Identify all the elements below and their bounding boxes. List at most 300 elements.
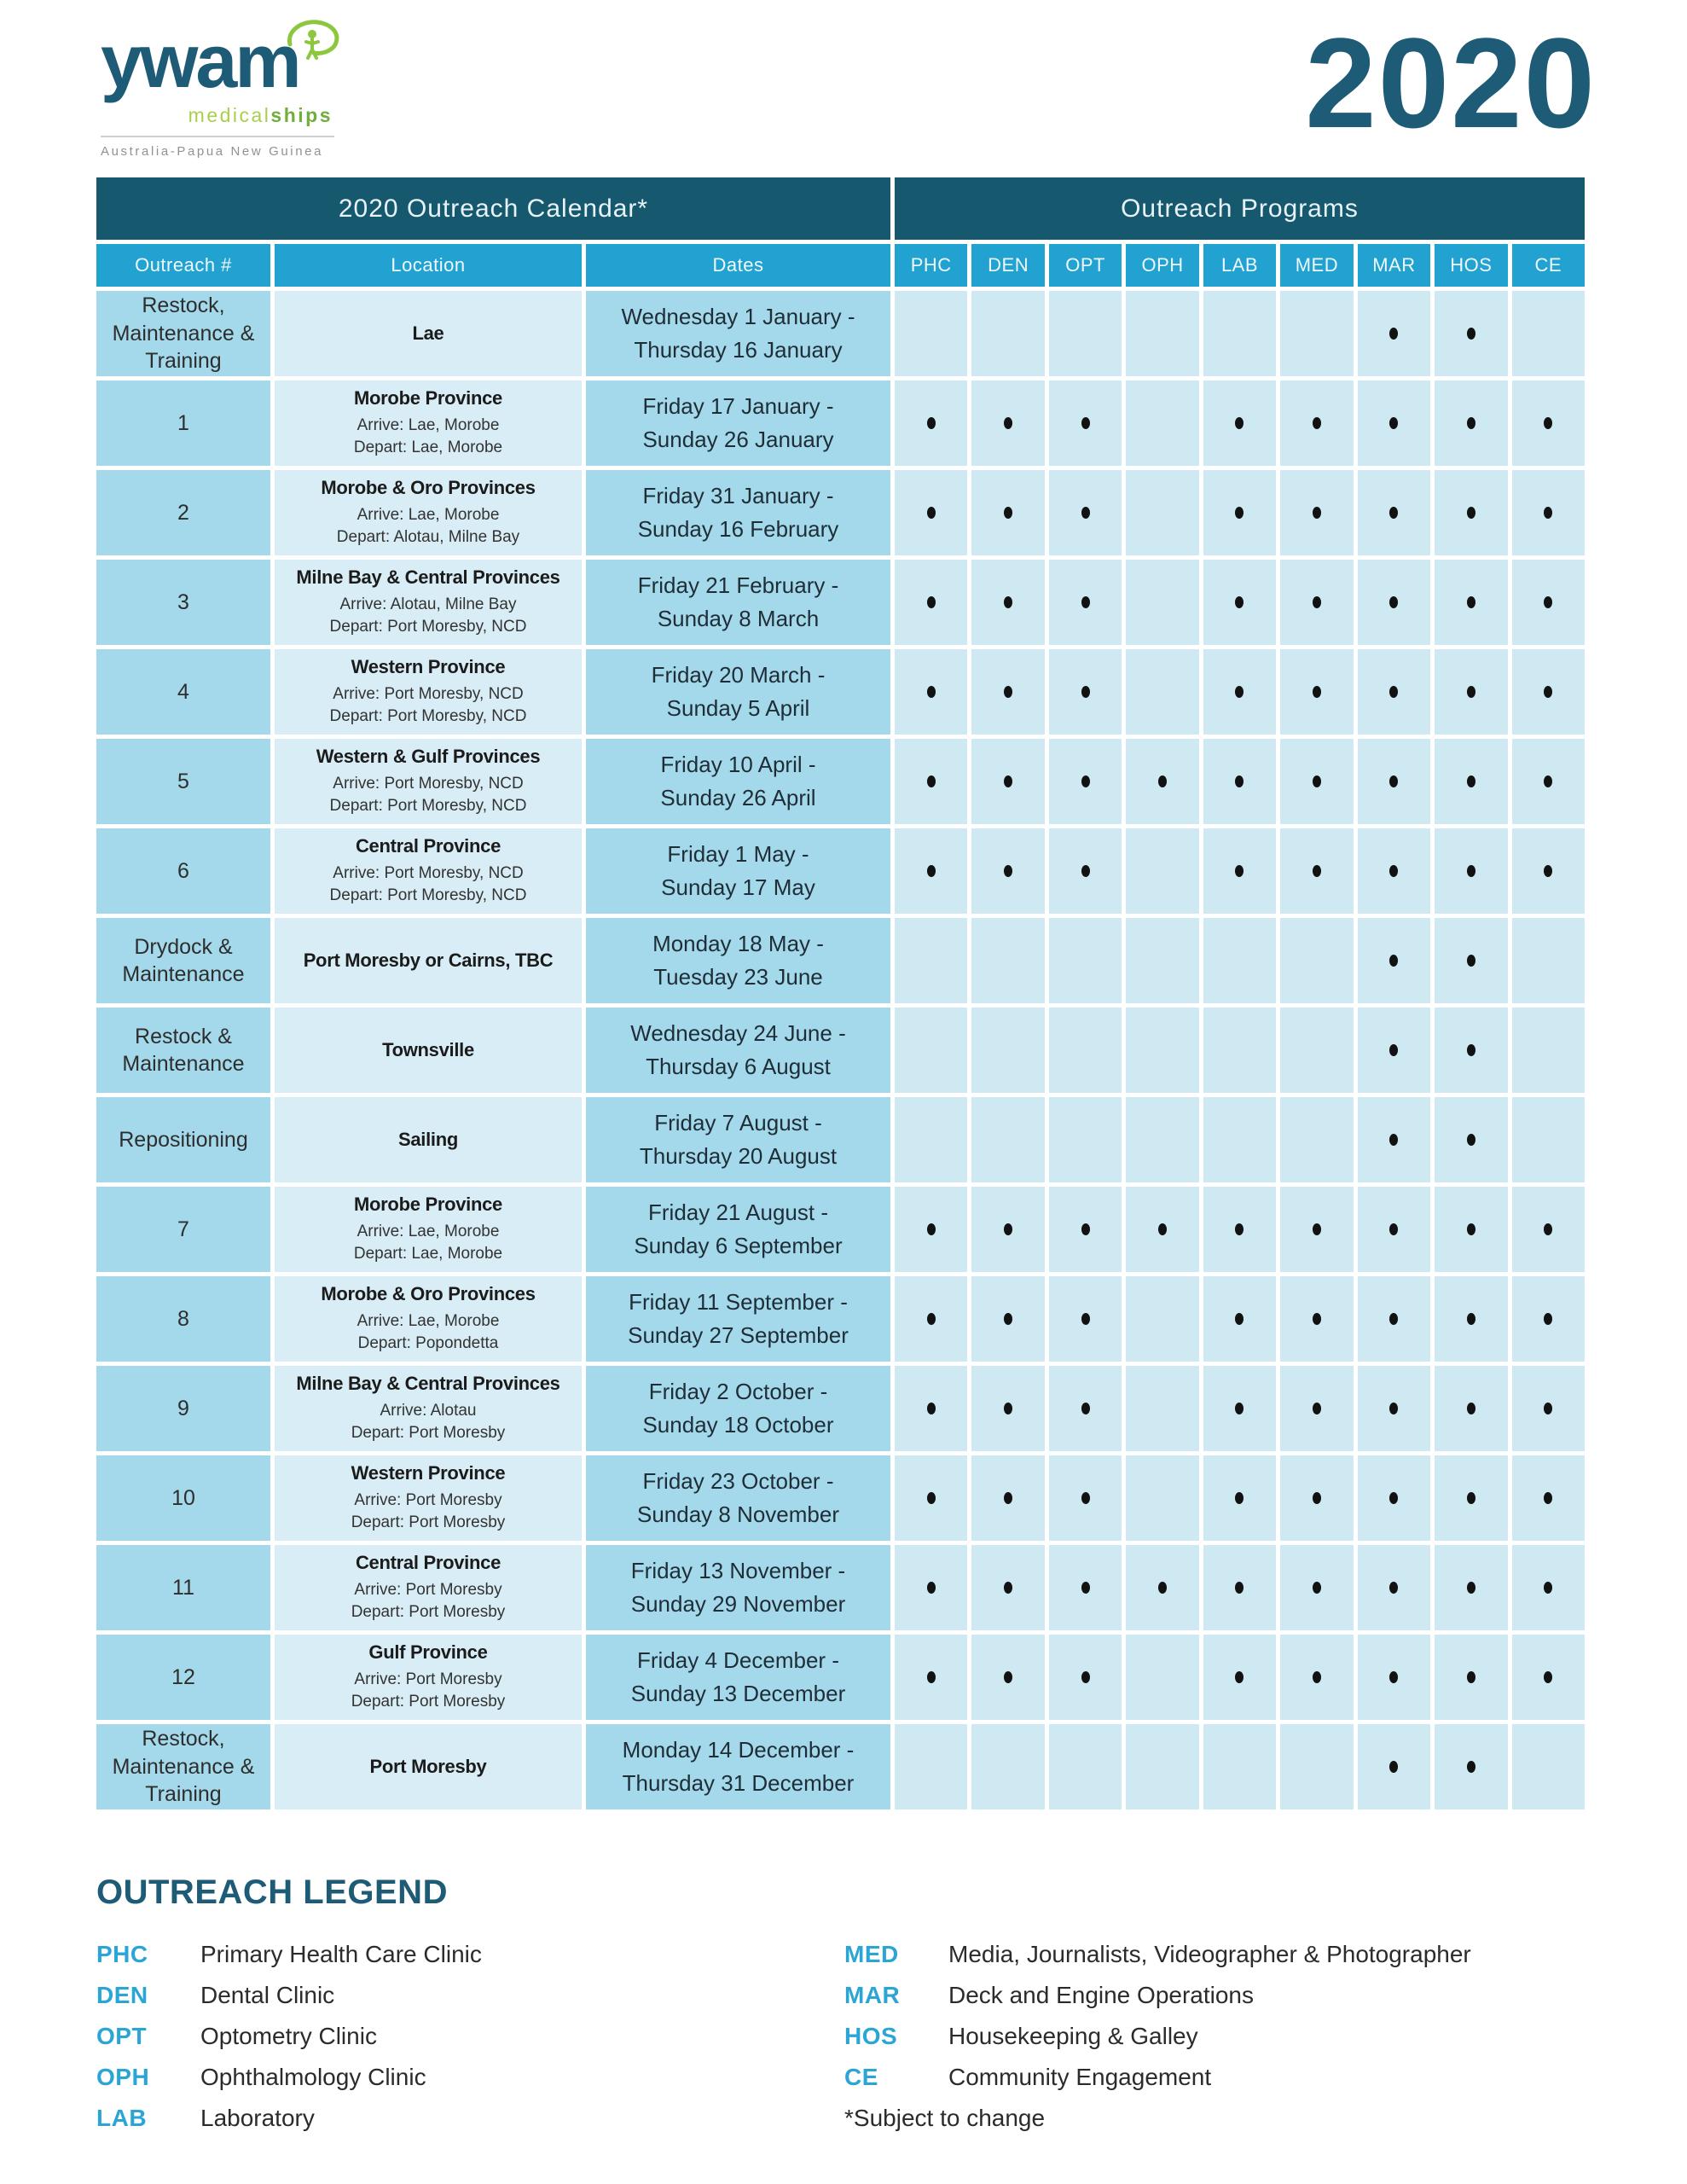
- program-dot: [1389, 328, 1398, 340]
- location-name: Port Moresby: [369, 1756, 487, 1778]
- date-line: Friday 31 January -: [642, 483, 834, 508]
- program-dot: [1467, 865, 1475, 877]
- date-line: Monday 18 May -: [652, 931, 824, 956]
- program-dot: [1235, 507, 1244, 519]
- program-cell: [971, 739, 1044, 824]
- legend-label: Dental Clinic: [200, 1982, 335, 2008]
- program-cell: [1126, 1097, 1198, 1182]
- program-cell: [1435, 1366, 1507, 1451]
- program-dot: [1004, 417, 1012, 429]
- outreach-num-cell: 1: [96, 380, 270, 466]
- program-cell: [971, 1097, 1044, 1182]
- program-cell: [1435, 1635, 1507, 1720]
- legend-item: [96, 2105, 844, 2132]
- date-line: Friday 21 February -: [637, 572, 839, 598]
- dates-cell: [586, 1276, 890, 1362]
- location-name: Milne Bay & Central Provinces: [296, 1373, 560, 1395]
- outreach-legend: [96, 1873, 1594, 2146]
- program-cell: [1203, 1276, 1276, 1362]
- program-column-header: OPT: [1049, 244, 1122, 287]
- program-dot: [1004, 507, 1012, 519]
- date-line: Sunday 29 November: [630, 1591, 846, 1617]
- program-cell: [1512, 380, 1585, 466]
- program-dot: [1544, 417, 1552, 429]
- program-dot: [1544, 865, 1552, 877]
- program-column-header: MED: [1280, 244, 1353, 287]
- program-dot: [927, 1492, 936, 1504]
- program-dot: [1004, 1313, 1012, 1325]
- program-dot: [1389, 1761, 1398, 1773]
- program-cell: [971, 1276, 1044, 1362]
- location-arrive: Arrive: Lae, Morobe: [357, 415, 500, 434]
- legend-label: Media, Journalists, Videographer & Photographer: [948, 1941, 1471, 1967]
- program-dot: [1158, 1582, 1167, 1594]
- dates-cell: [586, 380, 890, 466]
- program-dot: [1313, 1223, 1321, 1235]
- program-dot: [1544, 1582, 1552, 1594]
- program-cell: [1435, 291, 1507, 376]
- logo-sub-bold: ships: [270, 104, 333, 126]
- location-name: Western Province: [351, 656, 506, 678]
- calendar-title: 2020 Outreach Calendar*: [96, 177, 890, 240]
- program-cell: [1126, 1008, 1198, 1093]
- program-dot: [1467, 1134, 1475, 1146]
- location-name: Morobe & Oro Provinces: [321, 1283, 536, 1305]
- program-dot: [1235, 1223, 1244, 1235]
- program-dot: [1081, 1223, 1090, 1235]
- outreach-num-cell: 10: [96, 1455, 270, 1541]
- program-cell: [1435, 1545, 1507, 1630]
- program-cell: [895, 380, 967, 466]
- location-depart: Depart: Port Moresby: [351, 1603, 506, 1622]
- dates-cell: [586, 828, 890, 914]
- legend-abbr: LAB: [96, 2105, 148, 2131]
- location-arrive: Arrive: Port Moresby: [354, 1670, 502, 1688]
- program-cell: [971, 380, 1044, 466]
- program-cell: [1512, 1545, 1585, 1630]
- program-cell: [1049, 291, 1122, 376]
- program-cell: [971, 918, 1044, 1003]
- program-cell: [1126, 918, 1198, 1003]
- program-dot: [1389, 1582, 1398, 1594]
- program-cell: [1512, 470, 1585, 555]
- program-dot: [927, 1671, 936, 1683]
- location-depart: Depart: Port Moresby: [351, 1693, 506, 1711]
- logo-sub-light: medical: [188, 104, 271, 126]
- program-cell: [1280, 291, 1353, 376]
- program-cell: [1049, 1097, 1122, 1182]
- program-dot: [1544, 686, 1552, 698]
- location-name: Central Province: [355, 1552, 501, 1574]
- location-name: Central Province: [355, 835, 501, 857]
- location-arrive: Arrive: Port Moresby, NCD: [333, 684, 524, 703]
- date-line: Tuesday 23 June: [653, 964, 823, 990]
- date-line: Friday 4 December -: [637, 1647, 839, 1673]
- program-cell: [895, 1008, 967, 1093]
- program-cell: [1358, 1366, 1430, 1451]
- legend-abbr: OPT: [96, 2023, 148, 2049]
- program-dot: [1235, 596, 1244, 608]
- program-dot: [1467, 1582, 1475, 1594]
- program-cell: [895, 560, 967, 645]
- program-dot: [927, 1403, 936, 1414]
- program-cell: [1435, 1276, 1507, 1362]
- legend-item: [844, 2064, 1594, 2091]
- location-cell: [275, 1455, 582, 1541]
- program-dot: [1004, 1671, 1012, 1683]
- legend-item: [844, 2023, 1594, 2050]
- dates-cell: [586, 1455, 890, 1541]
- legend-label: Laboratory: [200, 2105, 315, 2131]
- dates-cell: [586, 291, 890, 376]
- program-cell: [895, 1455, 967, 1541]
- program-cell: [1358, 739, 1430, 824]
- program-dot: [1313, 1671, 1321, 1683]
- location-depart: Depart: Port Moresby: [351, 1513, 506, 1532]
- program-cell: [1358, 649, 1430, 735]
- date-line: Friday 2 October -: [648, 1379, 828, 1404]
- date-line: Friday 23 October -: [642, 1468, 834, 1494]
- outreach-num-cell: 11: [96, 1545, 270, 1630]
- program-dot: [1313, 865, 1321, 877]
- program-cell: [1435, 380, 1507, 466]
- program-cell: [1435, 1455, 1507, 1541]
- outreach-num-cell: 6: [96, 828, 270, 914]
- program-cell: [1126, 1635, 1198, 1720]
- program-cell: [971, 470, 1044, 555]
- program-cell: [1512, 1635, 1585, 1720]
- program-cell: [895, 649, 967, 735]
- dates-cell: [586, 1097, 890, 1182]
- program-dot: [1467, 1044, 1475, 1056]
- location-depart: Depart: Popondetta: [357, 1334, 499, 1353]
- location-arrive: Arrive: Alotau, Milne Bay: [339, 595, 517, 613]
- date-line: Friday 10 April -: [660, 752, 816, 777]
- program-cell: [1280, 1187, 1353, 1272]
- logo-tagline: Australia-Papua New Guinea: [101, 144, 324, 159]
- location-cell: [275, 828, 582, 914]
- ywam-logo: [101, 19, 334, 159]
- program-cell: [895, 1097, 967, 1182]
- program-dot: [1081, 865, 1090, 877]
- program-dot: [1235, 1313, 1244, 1325]
- program-dot: [1467, 1223, 1475, 1235]
- program-dot: [1313, 775, 1321, 787]
- program-cell: [1049, 470, 1122, 555]
- program-cell: [1280, 1008, 1353, 1093]
- program-cell: [1126, 1545, 1198, 1630]
- legend-abbr: DEN: [96, 1982, 148, 2008]
- date-line: Wednesday 24 June -: [630, 1020, 846, 1046]
- program-cell: [1203, 1724, 1276, 1809]
- date-line: Thursday 31 December: [622, 1770, 855, 1796]
- legend-left-column: [96, 1941, 844, 2146]
- program-dot: [927, 1582, 936, 1594]
- program-dot: [1544, 596, 1552, 608]
- program-dot: [1544, 1671, 1552, 1683]
- program-cell: [1280, 649, 1353, 735]
- program-dot: [1389, 1223, 1398, 1235]
- program-cell: [1126, 828, 1198, 914]
- date-line: Thursday 20 August: [639, 1143, 838, 1169]
- location-cell: [275, 739, 582, 824]
- program-cell: [1512, 828, 1585, 914]
- program-column-header: MAR: [1358, 244, 1430, 287]
- program-cell: [1203, 828, 1276, 914]
- program-dot: [927, 865, 936, 877]
- program-cell: [1203, 1635, 1276, 1720]
- program-dot: [1081, 1403, 1090, 1414]
- outreach-num-cell: 4: [96, 649, 270, 735]
- program-cell: [1512, 918, 1585, 1003]
- program-cell: [1126, 470, 1198, 555]
- location-cell: [275, 918, 582, 1003]
- program-dot: [1467, 417, 1475, 429]
- legend-label: Housekeeping & Galley: [948, 2023, 1198, 2049]
- program-cell: [1049, 560, 1122, 645]
- date-line: Sunday 26 April: [660, 785, 816, 810]
- program-cell: [971, 1635, 1044, 1720]
- program-dot: [1389, 1403, 1398, 1414]
- date-line: Monday 14 December -: [622, 1737, 855, 1763]
- program-cell: [1280, 1635, 1353, 1720]
- date-line: Wednesday 1 January -: [621, 304, 855, 329]
- program-cell: [1049, 380, 1122, 466]
- dates-cell: [586, 470, 890, 555]
- program-dot: [1235, 775, 1244, 787]
- program-column-header: CE: [1512, 244, 1585, 287]
- program-cell: [1203, 649, 1276, 735]
- program-cell: [1280, 1276, 1353, 1362]
- location-depart: Depart: Port Moresby, NCD: [329, 797, 527, 816]
- location-arrive: Arrive: Port Moresby, NCD: [333, 774, 524, 793]
- program-cell: [1358, 1724, 1430, 1809]
- program-cell: [1203, 380, 1276, 466]
- program-dot: [1081, 775, 1090, 787]
- program-cell: [1126, 560, 1198, 645]
- program-cell: [1049, 1635, 1122, 1720]
- program-dot: [927, 775, 936, 787]
- program-cell: [1049, 739, 1122, 824]
- program-dot: [1544, 775, 1552, 787]
- legend-label: Community Engagement: [948, 2064, 1212, 2090]
- program-cell: [1280, 918, 1353, 1003]
- program-column-header: HOS: [1435, 244, 1507, 287]
- program-cell: [1358, 1276, 1430, 1362]
- program-cell: [1435, 739, 1507, 824]
- outreach-num-cell: 5: [96, 739, 270, 824]
- date-line: Friday 11 September -: [629, 1289, 848, 1315]
- program-cell: [1512, 1276, 1585, 1362]
- location-cell: [275, 470, 582, 555]
- date-line: Thursday 16 January: [634, 337, 843, 363]
- location-arrive: Arrive: Alotau: [380, 1401, 477, 1420]
- program-dot: [1467, 328, 1475, 340]
- legend-abbr: MED: [844, 1941, 899, 1967]
- program-dot: [1389, 775, 1398, 787]
- program-cell: [1512, 1008, 1585, 1093]
- program-dot: [927, 596, 936, 608]
- location-name: Lae: [412, 322, 444, 345]
- program-cell: [1435, 1187, 1507, 1272]
- logo-brand-row: [101, 19, 334, 107]
- outreach-num-cell: 2: [96, 470, 270, 555]
- program-dot: [1467, 775, 1475, 787]
- location-arrive: Arrive: Port Moresby: [354, 1580, 502, 1599]
- program-cell: [1512, 1455, 1585, 1541]
- program-cell: [1049, 1724, 1122, 1809]
- program-dot: [1389, 1492, 1398, 1504]
- program-dot: [1313, 1403, 1321, 1414]
- legend-abbr: HOS: [844, 2023, 898, 2049]
- program-dot: [1467, 1403, 1475, 1414]
- program-cell: [1512, 739, 1585, 824]
- date-line: Friday 17 January -: [642, 393, 834, 419]
- legend-label: Ophthalmology Clinic: [200, 2064, 426, 2090]
- dates-cell: [586, 1187, 890, 1272]
- program-cell: [1358, 828, 1430, 914]
- location-cell: [275, 1008, 582, 1093]
- program-dot: [1313, 417, 1321, 429]
- location-depart: Depart: Port Moresby: [351, 1424, 506, 1443]
- location-name: Port Moresby or Cairns, TBC: [303, 950, 554, 972]
- outreach-num-cell: Restock & Maintenance: [96, 1008, 270, 1093]
- outreach-num-cell: 8: [96, 1276, 270, 1362]
- program-cell: [1126, 1455, 1198, 1541]
- program-dot: [1467, 1492, 1475, 1504]
- program-cell: [895, 1724, 967, 1809]
- program-cell: [971, 1187, 1044, 1272]
- program-dot: [1389, 1044, 1398, 1056]
- location-name: Western & Gulf Provinces: [316, 746, 541, 768]
- program-cell: [1049, 1008, 1122, 1093]
- legend-heading: OUTREACH LEGEND: [96, 1873, 448, 1911]
- program-cell: [1358, 291, 1430, 376]
- column-header: Outreach #: [96, 244, 270, 287]
- program-cell: [1126, 739, 1198, 824]
- program-cell: [1203, 1366, 1276, 1451]
- program-cell: [971, 291, 1044, 376]
- program-dot: [1081, 1313, 1090, 1325]
- program-dot: [1004, 1492, 1012, 1504]
- program-cell: [1358, 1545, 1430, 1630]
- program-cell: [1435, 649, 1507, 735]
- program-cell: [1435, 1097, 1507, 1182]
- legend-abbr: CE: [844, 2064, 878, 2090]
- program-dot: [1081, 1671, 1090, 1683]
- location-cell: [275, 1545, 582, 1630]
- date-line: Friday 21 August -: [648, 1199, 828, 1225]
- program-dot: [1389, 417, 1398, 429]
- program-cell: [1203, 1008, 1276, 1093]
- legend-item: [96, 1982, 844, 2009]
- program-cell: [1203, 1545, 1276, 1630]
- location-name: Morobe & Oro Provinces: [321, 477, 536, 499]
- program-dot: [1235, 1582, 1244, 1594]
- outreach-num-cell: 7: [96, 1187, 270, 1272]
- legend-label: Optometry Clinic: [200, 2023, 377, 2049]
- dates-cell: [586, 739, 890, 824]
- date-line: Sunday 26 January: [642, 427, 834, 452]
- program-cell: [1280, 1724, 1353, 1809]
- outreach-num-cell: 9: [96, 1366, 270, 1451]
- legend-label: Deck and Engine Operations: [948, 1982, 1254, 2008]
- programs-header: Outreach Programs: [895, 177, 1585, 240]
- date-line: Friday 1 May -: [667, 841, 809, 867]
- legend-abbr: MAR: [844, 1982, 901, 2008]
- program-cell: [1435, 560, 1507, 645]
- program-dot: [1235, 417, 1244, 429]
- program-cell: [1203, 1187, 1276, 1272]
- program-cell: [895, 291, 967, 376]
- program-cell: [1358, 1008, 1430, 1093]
- legend-label: Primary Health Care Clinic: [200, 1941, 482, 1967]
- dates-cell: [586, 918, 890, 1003]
- program-column-header: OPH: [1126, 244, 1198, 287]
- legend-right-column: [844, 1941, 1594, 2146]
- dates-cell: [586, 1008, 890, 1093]
- location-name: Sailing: [397, 1129, 459, 1151]
- program-dot: [1081, 1582, 1090, 1594]
- program-cell: [1126, 649, 1198, 735]
- program-cell: [895, 1366, 967, 1451]
- program-cell: [1512, 560, 1585, 645]
- program-cell: [895, 1635, 967, 1720]
- program-dot: [1235, 1403, 1244, 1414]
- program-cell: [1203, 918, 1276, 1003]
- location-depart: Depart: Port Moresby, NCD: [329, 707, 527, 726]
- location-cell: [275, 1635, 582, 1720]
- program-dot: [1389, 1671, 1398, 1683]
- program-cell: [1435, 1008, 1507, 1093]
- program-cell: [1049, 918, 1122, 1003]
- program-dot: [1313, 1313, 1321, 1325]
- location-arrive: Arrive: Lae, Morobe: [357, 1222, 500, 1240]
- dates-cell: [586, 649, 890, 735]
- logo-divider: [101, 136, 334, 137]
- legend-item: [844, 1941, 1594, 1968]
- year-title: 2020: [1305, 11, 1597, 154]
- program-dot: [1313, 686, 1321, 698]
- program-cell: [1512, 1097, 1585, 1182]
- program-dot: [1004, 596, 1012, 608]
- program-dot: [1313, 596, 1321, 608]
- brand-text: ywam: [101, 19, 299, 103]
- location-depart: Depart: Lae, Morobe: [353, 1245, 503, 1263]
- program-cell: [1049, 1455, 1122, 1541]
- legend-abbr: OPH: [96, 2064, 150, 2090]
- outreach-num-cell: 12: [96, 1635, 270, 1720]
- program-cell: [1203, 1455, 1276, 1541]
- program-dot: [927, 507, 936, 519]
- program-cell: [971, 828, 1044, 914]
- program-dot: [927, 1313, 936, 1325]
- location-cell: [275, 1366, 582, 1451]
- program-cell: [1358, 1097, 1430, 1182]
- program-cell: [1358, 1187, 1430, 1272]
- program-cell: [1435, 470, 1507, 555]
- program-cell: [971, 1455, 1044, 1541]
- program-dot: [1544, 1492, 1552, 1504]
- program-cell: [1203, 560, 1276, 645]
- location-arrive: Arrive: Port Moresby: [354, 1490, 502, 1509]
- program-cell: [1203, 291, 1276, 376]
- program-dot: [1004, 865, 1012, 877]
- program-cell: [1512, 649, 1585, 735]
- program-column-header: DEN: [971, 244, 1044, 287]
- program-dot: [1389, 596, 1398, 608]
- program-cell: [1049, 1187, 1122, 1272]
